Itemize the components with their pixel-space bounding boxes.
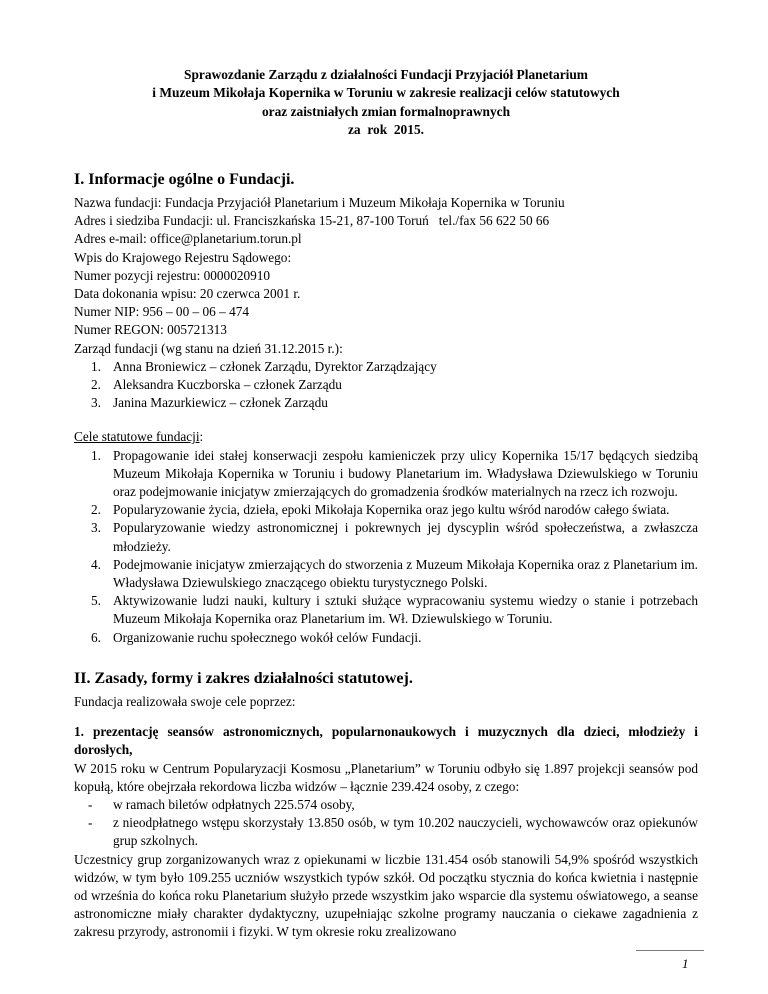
goal-item: 6. Organizowanie ruchu społecznego wokół celów Fundacji. [91,629,422,645]
title-line-3: oraz zaistniałych zmian formalnoprawnych [261,103,511,119]
goals-label: Cele statutowe fundacji: [74,429,204,445]
info-regon: Numer REGON: 005721313 [74,322,227,338]
info-email: Adres e-mail: office@planetarium.torun.pl [74,231,302,247]
title-line-4: za rok 2015. [347,122,424,138]
goal-item: 4. Podejmowanie inicjatyw zmierzających do stworzenia z Muzeum Mikołaja Kopernika oraz z Planetarium im. Władysława Dziewulskiego znaczącego obiektu turystycznego Polski. [91,556,698,591]
board-member: 2. Aleksandra Kuczborska – członek Zarządu [91,377,342,393]
footer-divider [636,950,704,951]
goal-item: 1. Propagowanie idei stałej konserwacji zespołu kamieniczek przy ulicy Kopernika 15/17 będących siedzibą Muzeum Mikołaja Kopernika w Toruniu i budowy Planetarium im. Władysława Dziewulskiego w Toruniu oraz podejmowanie inicjatyw zmierzających do gromadzenia środków materialnych na rzecz ich rozwoju. [91,447,698,500]
title-line-2: i Muzeum Mikołaja Kopernika w Toruniu w zakresie realizacji celów statutowych [152,85,620,101]
visitor-breakdown-item: - z nieodpłatnego wstępu skorzystały 13.850 osób, w tym 10.202 nauczycieli, wychowawców oraz opiekunów grup szkolnych. [88,815,698,849]
info-board-label: Zarząd fundacji (wg stanu na dzień 31.12.2015 r.): [74,340,343,356]
info-address: Adres i siedziba Fundacji: ul. Franciszkańska 15-21, 87-100 Toruń tel./fax 56 622 50 66 [74,213,550,229]
goal-item: 3. Popularyzowanie wiedzy astronomicznej i pokrewnych jej dyscyplin wśród społeczeństwa, a zwłaszcza młodzieży. [91,520,698,554]
section2-intro: Fundacja realizowała swoje cele poprzez: [74,694,296,709]
info-nip: Numer NIP: 956 – 00 – 06 – 474 [74,304,250,320]
info-entry-date: Data dokonania wpisu: 20 czerwca 2001 r. [74,286,301,302]
info-krs: Wpis do Krajowego Rejestru Sądowego: [74,249,292,265]
page-number: 1 [682,956,689,971]
title-line-1: Sprawozdanie Zarządu z działalności Fundacji Przyjaciół Planetarium [184,67,588,82]
goals-list [74,447,698,647]
section-activities [74,669,698,942]
info-register-number: Numer pozycji rejestru: 0000020910 [74,267,271,283]
goal-item: 5. Aktywizowanie ludzi nauki, kultury i sztuki służące wypracowaniu systemu wiedzy o stanie i potrzebach Muzeum Mikołaja Kopernika oraz Planetarium im. Wł. Dziewulskiego w Toruniu. [91,593,698,627]
board-list [74,358,698,413]
info-name: Nazwa fundacji: Fundacja Przyjaciół Planetarium i Muzeum Mikołaja Kopernika w Toruniu [74,195,565,210]
board-member: 3. Janina Mazurkiewicz – członek Zarządu [91,395,328,411]
activity-1-heading: 1. prezentację seansów astronomicznych, popularnonaukowych i muzycznych dla dzieci, młodzieży i dorosłych, [74,724,698,758]
section-general-info [74,170,698,647]
board-member: 1. Anna Broniewicz – członek Zarządu, Dyrektor Zarządzający [91,358,437,374]
section1-heading: I. Informacje ogólne o Fundacji. [74,171,295,188]
visitor-breakdown-list [74,796,698,851]
activity-1-paragraph-2: Uczestnicy grup zorganizowanych wraz z opiekunami w liczbie 131.454 osób stanowili 54,9% spośród wszystkich widzów, w tym było 109.255 uczniów wszystkich typów szkół. Od początku stycznia do końca kwietnia i następnie od września do końca roku Planetarium służyło przede wszystkim jako wsparcie dla systemu oświatowego, a seanse astronomiczne miały charakter dydaktyczny, uzupełniając szkolne programy nauczania o ciekawe zagadnienia z zakresu przyrody, astronomii i fizyki. W tym okresie roku zrealizowano [74,851,698,940]
foundation-info [74,194,698,358]
activity-1-paragraph: W 2015 roku w Centrum Popularyzacji Kosmosu „Planetarium” w Toruniu odbyło się 1.897 projekcji seansów pod kopułą, które obejrzała rekordowa liczba widzów – łącznie 239.424 osoby, z czego: [74,760,698,794]
goal-item: 2. Popularyzowanie życia, dzieła, epoki Mikołaja Kopernika oraz jego kultu wśród narodów całego świata. [91,502,670,518]
section2-heading: II. Zasady, formy i zakres działalności statutowej. [74,670,413,687]
report-title [74,66,698,140]
visitor-breakdown-item: - w ramach biletów odpłatnych 225.574 osoby, [88,797,355,813]
